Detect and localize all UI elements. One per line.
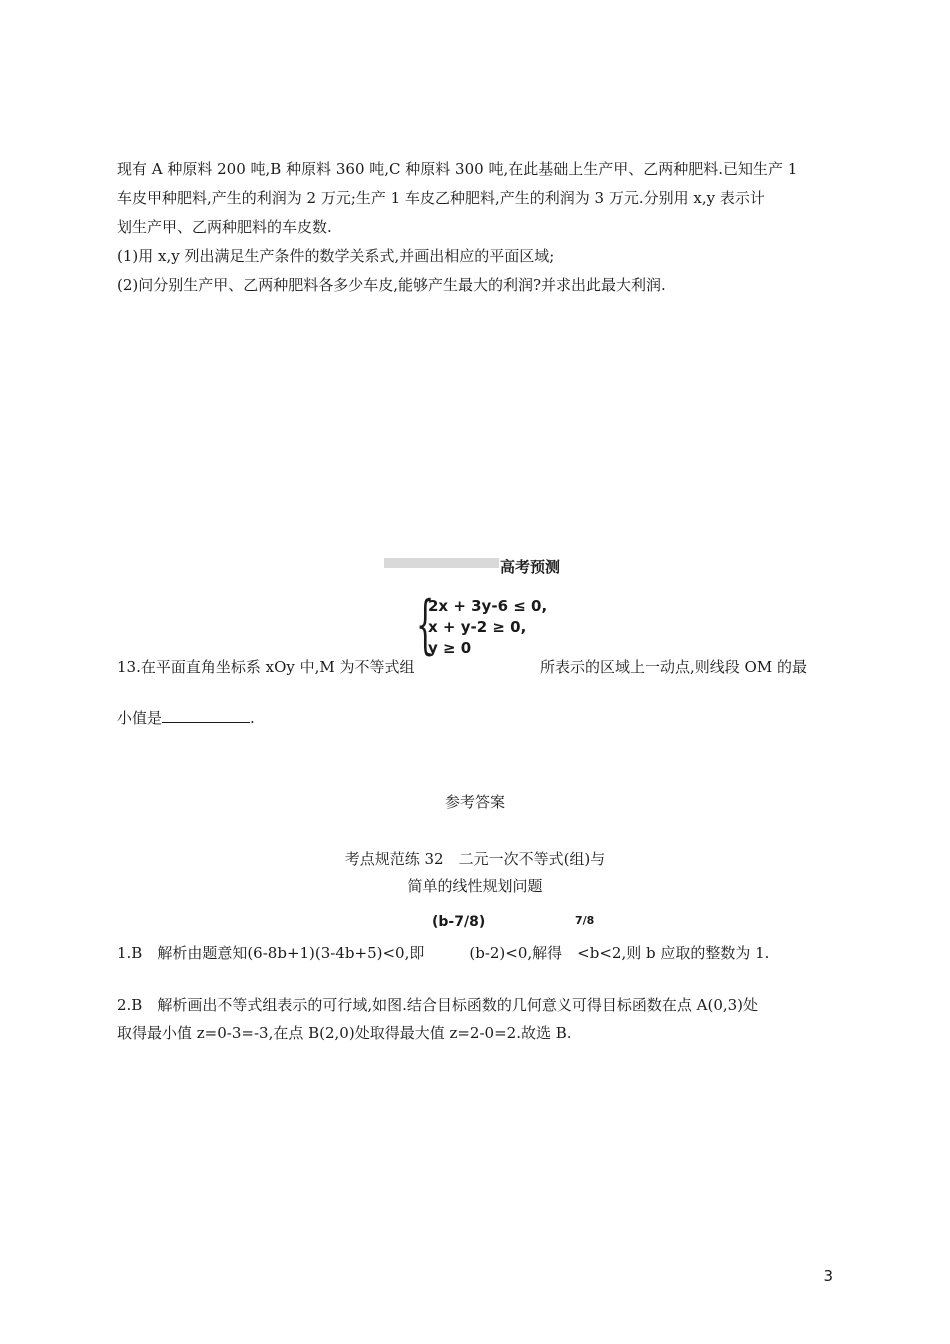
problem-line-2: 车皮甲种肥料,产生的利润为 2 万元;生产 1 车皮乙种肥料,产生的利润为 3 万元.分别用 x,y 表示计 <box>117 189 765 207</box>
section-heading: 高考预测 <box>500 558 561 576</box>
answer-2-line-2: 取得最小值 z=0-3=-3,在点 B(2,0)处取得最大值 z=2-0=2.故选 B. <box>117 1024 572 1042</box>
page-number: 3 <box>823 1267 833 1285</box>
problem-line-3: 划生产甲、乙两种肥料的车皮数. <box>117 218 332 236</box>
inequality-2: x + y-2 ≥ 0, <box>428 618 527 636</box>
problem-line-1: 现有 A 种原料 200 吨,B 种原料 360 吨,C 种原料 300 吨,在此基础上生产甲、乙两种肥料.已知生产 1 <box>117 160 798 178</box>
problem-part-2: (2)问分别生产甲、乙两种肥料各多少车皮,能够产生最大的利润?并求出此最大利润. <box>117 276 666 294</box>
heading-decor-bar <box>384 558 499 568</box>
answer-1: 1.B 解析由题意知(6-8b+1)(3-4b+5)<0,即 (b-2)<0,解得 <b<2,则 b 应取的整数为 1. <box>117 944 770 962</box>
q13-line-2-text: 小值是 <box>117 709 163 727</box>
answers-subtitle-2: 简单的线性规划问题 <box>407 877 543 895</box>
answers-title: 参考答案 <box>444 793 505 811</box>
answer-2-line-1: 2.B 解析画出不等式组表示的可行域,如图.结合目标函数的几何意义可得目标函数在点 A(0,3)处 <box>117 996 759 1014</box>
problem-part-1: (1)用 x,y 列出满足生产条件的数学关系式,并画出相应的平面区域; <box>117 247 555 265</box>
answer-blank <box>162 708 250 723</box>
answer-1-fraction-factor: (b-7/8) <box>432 914 486 930</box>
answer-1-fraction-bound: 7/8 <box>575 914 595 927</box>
brace-symbol: { <box>416 588 435 662</box>
inequality-3: y ≥ 0 <box>428 639 472 657</box>
q13-line-2 <box>117 708 255 728</box>
answers-subtitle-1: 考点规范练 32 二元一次不等式(组)与 <box>344 850 606 868</box>
q13-text-before: 13.在平面直角坐标系 xOy 中,M 为不等式组 <box>117 658 415 676</box>
q13-text-after: 所表示的区域上一动点,则线段 OM 的最 <box>540 658 807 676</box>
q13-line-2-end: . <box>250 709 255 727</box>
inequality-1: 2x + 3y-6 ≤ 0, <box>428 597 548 615</box>
